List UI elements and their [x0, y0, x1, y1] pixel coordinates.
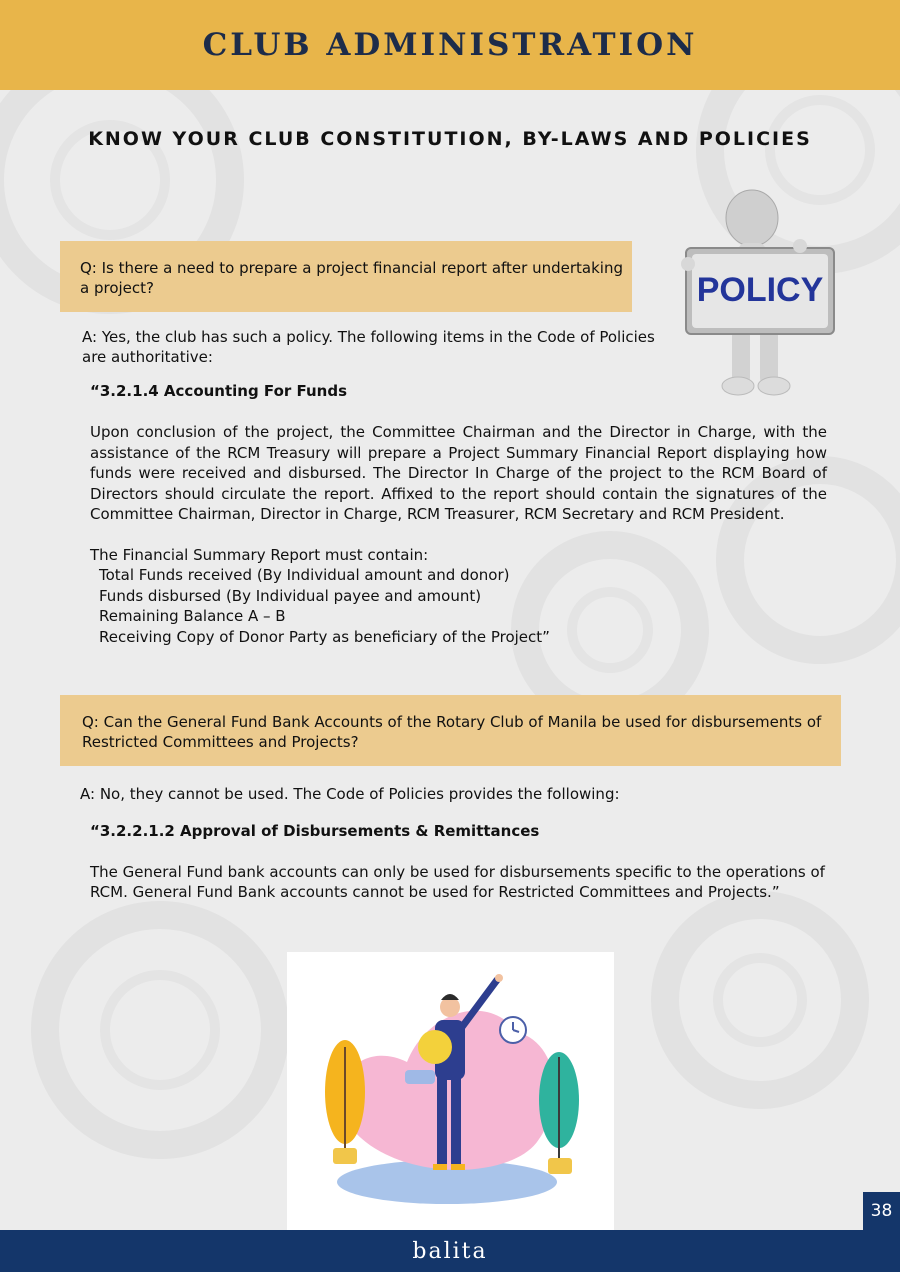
report-contents-list: [99, 565, 550, 647]
policy-sign-text: POLICY: [696, 271, 824, 309]
list-intro: The Financial Summary Report must contain:: [90, 546, 429, 564]
answer-1-line-1: A: Yes, the club has such a policy. The following items in the Code of Policies: [82, 328, 655, 346]
question-1-line-1: Q: Is there a need to prepare a project financial report after undertaking: [80, 259, 623, 277]
section-heading-2: [90, 822, 539, 840]
page-header: [0, 0, 900, 90]
section-heading-1-text: 3.2.1.4 Accounting For Funds: [99, 382, 348, 400]
answer-2: A: No, they cannot be used. The Code of Policies provides the following:: [80, 785, 620, 803]
man-with-lightbulb-illustration: [287, 952, 614, 1230]
answer-1-line-2: are authoritative:: [82, 348, 213, 366]
page-number: 38: [863, 1192, 900, 1230]
policy-paragraph-2-line-1: The General Fund bank accounts can only be used for disbursements specific to the operations of: [90, 863, 825, 881]
section-heading-1: [90, 382, 347, 400]
question-2-line-2: Restricted Committees and Projects?: [82, 733, 359, 751]
list-item: Funds disbursed (By Individual payee and amount): [99, 586, 482, 605]
answer-1: [82, 327, 662, 367]
policy-sign-figure-icon: [676, 188, 844, 400]
policy-paragraph-1: Upon conclusion of the project, the Committee Chairman and the Director in Charge, with the assistance of the RCM Treasury will prepare a Project Summary Financial Report displaying how funds were received and disbursed. The Director In Charge of the project to the RCM Board of Directors should circulate the report. Affixed to the report should contain the signatures of the Committee Chairman, Director in Charge, RCM Treasurer, RCM Secretary and RCM President.: [90, 423, 827, 523]
open-quote: “: [90, 822, 100, 840]
list-item: Receiving Copy of Donor Party as beneficiary of the Project”: [99, 627, 550, 646]
list-item: Remaining Balance A – B: [99, 607, 286, 625]
question-1: [80, 258, 630, 298]
policy-paragraph-2: [90, 862, 830, 902]
open-quote: “: [90, 382, 100, 400]
question-2: [82, 712, 842, 752]
question-1-line-2: a project?: [80, 279, 154, 297]
section-heading-2-text: 3.2.2.1.2 Approval of Disbursements & Remittances: [99, 822, 540, 840]
question-2-line-1: Q: Can the General Fund Bank Accounts of the Rotary Club of Manila be used for disbursements of: [82, 713, 822, 731]
policy-paragraph-2-line-2: RCM. General Fund Bank accounts cannot be used for Restricted Committees and Projects.”: [90, 883, 780, 901]
page-footer: [0, 1230, 900, 1272]
page-title: CLUB ADMINISTRATION: [202, 27, 698, 63]
list-item: Total Funds received (By Individual amount and donor): [99, 566, 510, 584]
footer-brand: balita: [412, 1238, 488, 1264]
section-subtitle: KNOW YOUR CLUB CONSTITUTION, BY-LAWS AND POLICIES: [88, 128, 812, 150]
